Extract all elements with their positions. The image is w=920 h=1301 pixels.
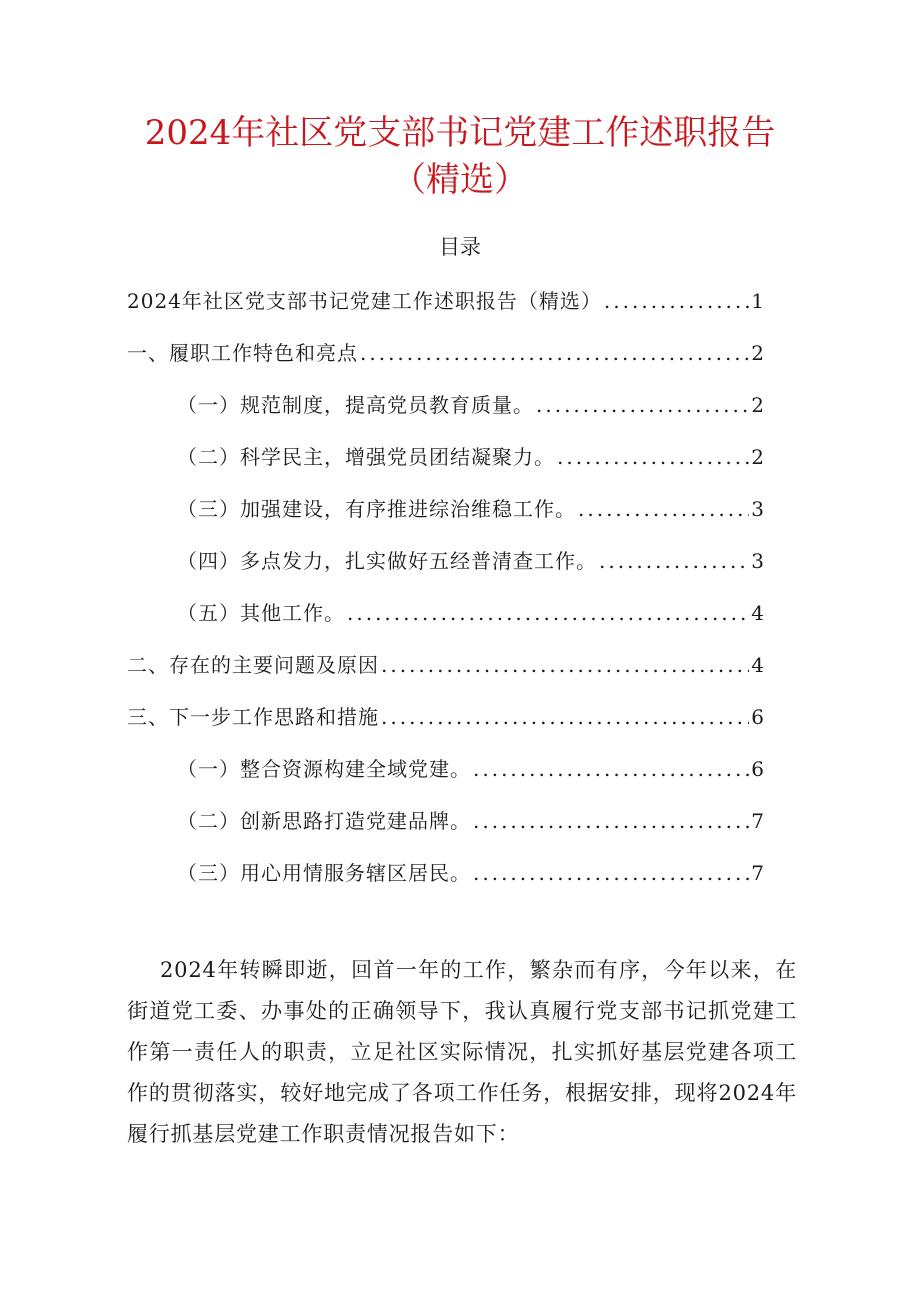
toc-entry-text: 一、履职工作特色和亮点	[127, 341, 358, 365]
toc-entry[interactable]	[127, 285, 765, 317]
toc-entry-text: 2024年社区党支部书记党建工作述职报告（精选）	[127, 289, 602, 313]
toc-leader-dots	[360, 337, 749, 369]
toc-page-number: 4	[751, 653, 765, 677]
toc-entry-text: （一）整合资源构建全域党建。	[177, 757, 471, 781]
toc-entry[interactable]	[127, 337, 765, 369]
toc-entry[interactable]	[127, 701, 765, 733]
toc-entry-text: （四）多点发力，扎实做好五经普清查工作。	[177, 549, 597, 573]
toc-leader-dots	[347, 597, 749, 629]
intro-paragraph: 2024年转瞬即逝，回首一年的工作，繁杂而有序，今年以来，在街道党工委、办事处的正确领导下，我认真履行党支部书记抓党建工作第一责任人的职责，立足社区实际情况，扎实抓好基层党建各项工作的贯彻落实，较好地完成了各项工作任务，根据安排，现将2024年履行抓基层党建工作职责情况报告如下：	[127, 958, 797, 1146]
toc-leader-dots	[473, 805, 749, 837]
toc-leader-dots	[381, 701, 749, 733]
toc-heading: 目录	[439, 235, 481, 259]
toc-entry[interactable]	[177, 493, 765, 525]
toc-leader-dots	[599, 545, 749, 577]
toc-entry[interactable]	[177, 805, 765, 837]
toc-entry-text: （三）加强建设，有序推进综治维稳工作。	[177, 497, 576, 521]
toc-page-number: 7	[751, 809, 765, 833]
toc-leader-dots	[604, 285, 749, 317]
toc-page-number: 2	[751, 393, 765, 417]
toc-leader-dots	[536, 389, 749, 421]
toc-page-number: 4	[751, 601, 765, 625]
toc-entry-text: 三、下一步工作思路和措施	[127, 705, 379, 729]
toc-entry[interactable]	[127, 649, 765, 681]
toc-leader-dots	[381, 649, 749, 681]
toc-entry[interactable]	[177, 545, 765, 577]
toc-entry-text: （一）规范制度，提高党员教育质量。	[177, 393, 534, 417]
toc-leader-dots	[557, 441, 749, 473]
toc-entry-text: （二）创新思路打造党建品牌。	[177, 809, 471, 833]
toc-page-number: 6	[751, 757, 765, 781]
toc-entry-text: （五）其他工作。	[177, 601, 345, 625]
toc-page-number: 6	[751, 705, 765, 729]
toc-page-number: 3	[751, 549, 765, 573]
document-title: 2024年社区党支部书记党建工作述职报告	[144, 113, 776, 153]
toc-entry-text: （二）科学民主，增强党员团结凝聚力。	[177, 445, 555, 469]
toc-page-number: 2	[751, 341, 765, 365]
toc-entry-text: （三）用心用情服务辖区居民。	[177, 861, 471, 885]
toc-entry[interactable]	[177, 857, 765, 889]
toc-page-number: 7	[751, 861, 765, 885]
toc-page-number: 3	[751, 497, 765, 521]
toc-leader-dots	[473, 753, 749, 785]
toc-page-number: 1	[751, 289, 765, 313]
toc-entry[interactable]	[177, 389, 765, 421]
toc-entry-text: 二、存在的主要问题及原因	[127, 653, 379, 677]
toc-entry[interactable]	[177, 753, 765, 785]
toc-entry[interactable]	[177, 441, 765, 473]
toc-page-number: 2	[751, 445, 765, 469]
toc-leader-dots	[473, 857, 749, 889]
toc-leader-dots	[578, 493, 749, 525]
toc-entry[interactable]	[177, 597, 765, 629]
document-title-suffix: （精选）	[392, 160, 528, 200]
